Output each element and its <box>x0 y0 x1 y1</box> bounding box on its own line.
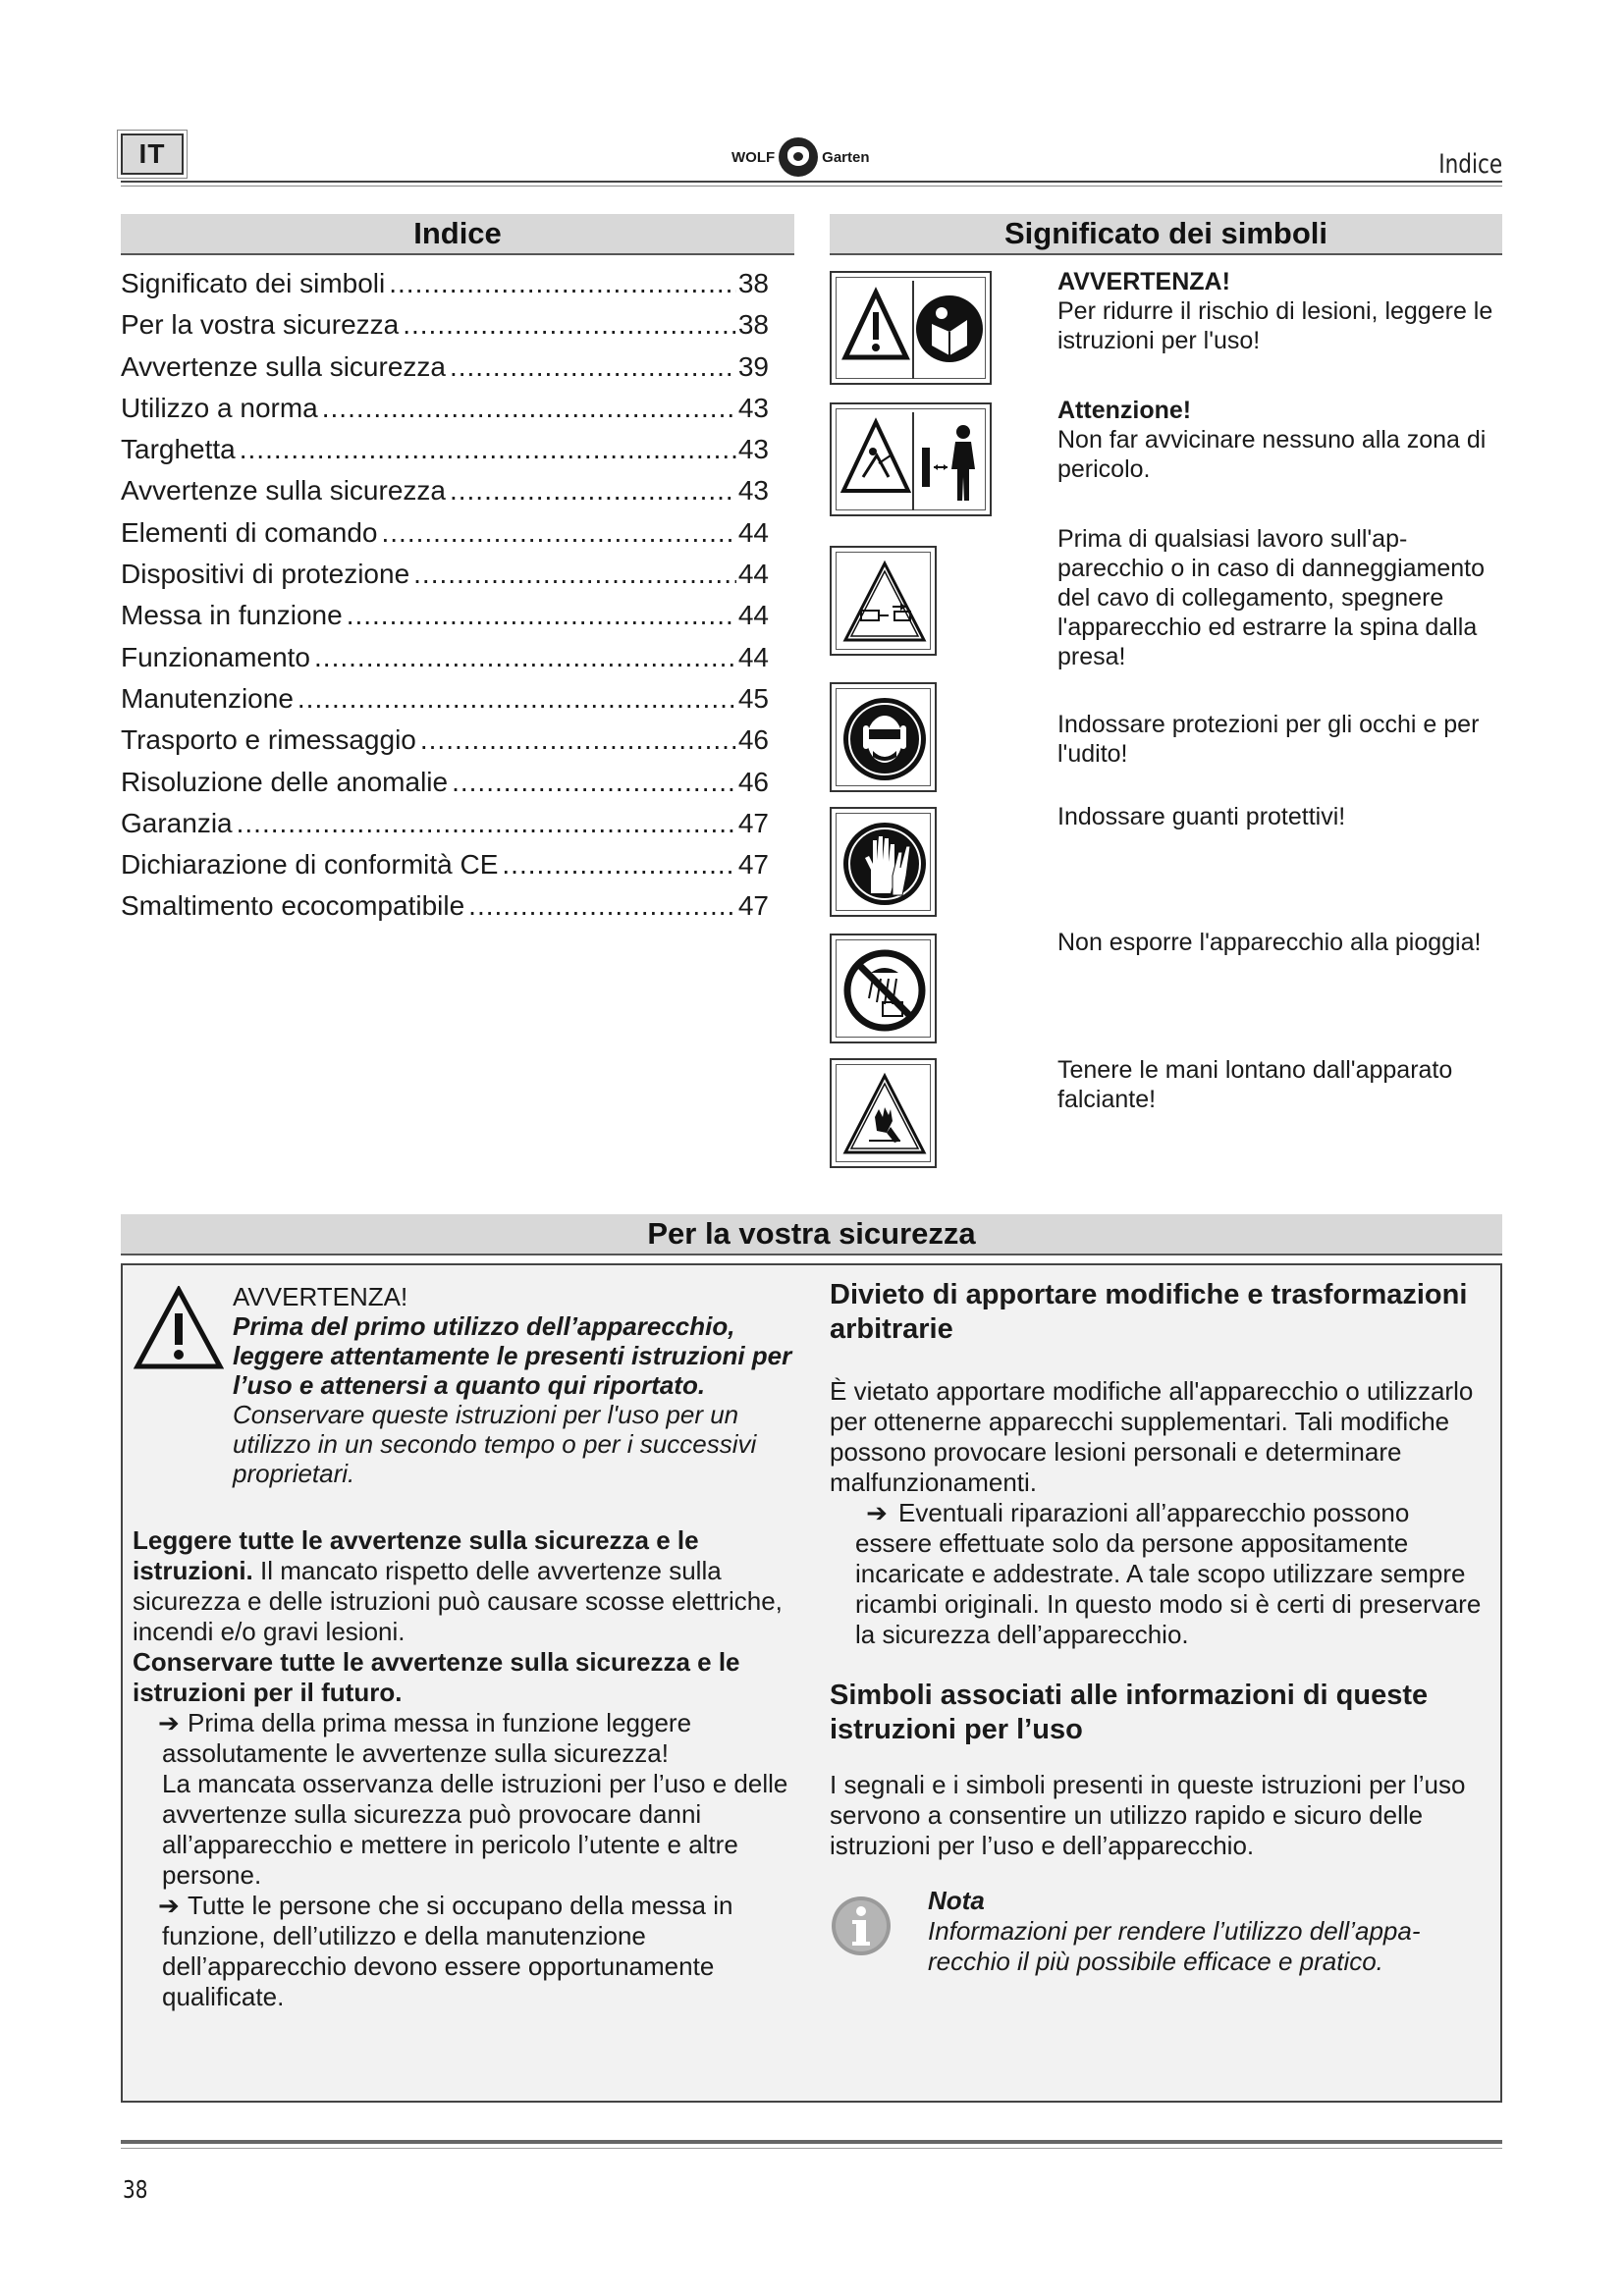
toc-entry-label: Smaltimento ecocompatibile <box>121 890 465 922</box>
read-instructions-block <box>133 1525 795 2012</box>
toc-entry-label: Messa in funzione <box>121 600 343 631</box>
toc-entry <box>121 595 769 636</box>
table-of-contents <box>121 263 769 928</box>
bullet-2: ➔ Tutte le persone che si occupano della messa in funzione, dell’utilizzo e della manutenzione dell’apparecchio devono essere opportunamente qualificate. <box>158 1891 733 2011</box>
arrow-icon: ➔ <box>158 1708 180 1737</box>
symbol-unplug <box>830 546 937 656</box>
toc-entry-label: Trasporto e rimessaggio <box>121 724 416 756</box>
symbol-5-text: Indossare guanti protettivi! <box>1057 803 1346 830</box>
warning-bold-text: Prima del primo utilizzo dell’apparecchio, leggere attentamente le presenti istruzioni per l’uso e attenersi a quanto qui riportato. <box>233 1311 792 1400</box>
toc-entry-page: 46 <box>737 724 769 756</box>
symbol-6-text: Non esporre l'apparecchio alla pioggia! <box>1057 929 1482 956</box>
toc-leader-dots <box>450 470 736 511</box>
toc-entry-page: 44 <box>737 516 769 548</box>
toc-entry <box>121 263 769 304</box>
symbol-1-heading: AVVERTENZA! <box>1057 268 1230 295</box>
toc-entry-label: Dispositivi di protezione <box>121 559 410 590</box>
toc-entry <box>121 512 769 554</box>
unplug-icon <box>839 556 930 649</box>
toc-entry-label: Risoluzione delle anomalie <box>121 766 449 797</box>
toc-leader-dots <box>468 885 736 927</box>
warning-heading: AVVERTENZA! <box>233 1282 408 1311</box>
toc-entry-page: 39 <box>737 350 769 382</box>
toc-entry <box>121 720 769 761</box>
toc-entry-page: 44 <box>737 600 769 631</box>
toc-leader-dots <box>381 512 735 554</box>
toc-entry-label: Dichiarazione di conformità CE <box>121 849 499 881</box>
page-number: 38 <box>123 2175 148 2204</box>
toc-leader-dots <box>413 554 736 595</box>
toc-entry <box>121 678 769 720</box>
header-rule-thin <box>121 186 1502 187</box>
toc-entry-label: Avvertenze sulla sicurezza <box>121 475 446 507</box>
toc-leader-dots <box>389 263 736 304</box>
toc-entry-page: 43 <box>737 392 769 423</box>
toc-entry-label: Manutenzione <box>121 682 294 714</box>
symbol-no-rain <box>830 934 937 1043</box>
arrow-icon: ➔ <box>158 1891 180 1920</box>
read-text: Il mancato rispetto delle avvertenze sulla sicurezza e delle istruzioni può causare scosse elettriche, incendi e/o gravi lesioni. <box>133 1556 783 1646</box>
symbol-2-text: Non far avvicinare nessuno alla zona di pericolo. <box>1057 426 1487 483</box>
symbol-2-description <box>1057 396 1504 484</box>
toc-leader-dots <box>322 388 736 429</box>
toc-entry-label: Funzionamento <box>121 641 311 672</box>
toc-entry <box>121 762 769 803</box>
read-bold: Leggere tutte le avvertenze sulla sicurezza e le istruzioni. <box>133 1525 699 1585</box>
footer-rule <box>121 2140 1502 2144</box>
toc-entry-label: Targhetta <box>121 434 236 465</box>
symbol-warning-read-manual <box>830 271 992 385</box>
toc-entry <box>121 554 769 595</box>
warning-block <box>233 1282 802 1488</box>
toc-leader-dots <box>314 637 736 678</box>
toc-entry-label: Per la vostra sicurezza <box>121 309 400 341</box>
symbols-heading: Significato dei simboli <box>830 214 1502 255</box>
symbols-info-text: I segnali e i simboli presenti in queste istruzioni per l’uso servono a consentire un utilizzo rapido e sicuro delle istruzioni per l’uso e dell’apparecchio. <box>830 1770 1466 1860</box>
bullet-1-continued: La mancata osservanza delle istruzioni per l’uso e delle avvertenze sulla sicurezza può provocare danni all’apparecchio e mettere in pericolo l’utente e altre persone. <box>162 1769 788 1890</box>
toc-entry-page: 45 <box>737 682 769 714</box>
brand-logo <box>731 133 870 181</box>
symbol-7-text: Tenere le mani lontano dall'apparato falciante! <box>1057 1056 1453 1113</box>
symbol-4-text: Indossare protezioni per gli occhi e per l'udito! <box>1057 711 1480 768</box>
toc-entry-label: Significato dei simboli <box>121 268 386 298</box>
symbol-danger-zone <box>830 402 992 516</box>
running-header: Indice <box>1438 149 1502 180</box>
symbol-2-heading: Attenzione! <box>1057 397 1192 424</box>
toc-entry <box>121 803 769 844</box>
arrow-icon: ➔ <box>866 1498 888 1527</box>
toc-entry <box>121 637 769 678</box>
thrown-objects-keep-distance-icon <box>839 412 987 510</box>
gloves-icon <box>839 817 930 910</box>
toc-entry <box>121 304 769 346</box>
symbol-1-text: Per ridurre il rischio di lesioni, leggere le istruzioni per l'uso! <box>1057 297 1493 354</box>
note-text: Informazioni per rendere l’utilizzo dell’apparecchio il più possibile efficace e pratico. <box>928 1916 1421 1976</box>
warning-read-manual-icon <box>839 281 987 379</box>
toc-leader-dots <box>450 347 736 388</box>
toc-entry-page: 47 <box>737 807 769 838</box>
toc-leader-dots <box>452 762 736 803</box>
modification-text: È vietato apportare modifiche all'apparecchio o utilizzarlo per ottenerne apparecchi supplementari. Tali modifiche possono provocare lesioni personali e determinare malfunzionamenti. <box>830 1376 1474 1497</box>
toc-entry <box>121 429 769 470</box>
header-rule <box>121 181 1502 183</box>
logo-text-left: WOLF <box>731 148 776 166</box>
toc-entry-page: 46 <box>737 766 769 797</box>
toc-entry-page: 47 <box>737 849 769 881</box>
symbols-info-heading: Simboli associati alle informazioni di queste istruzioni per l’uso <box>830 1680 1429 1745</box>
toc-heading: Indice <box>121 214 794 255</box>
toc-entry-page: 47 <box>737 890 769 922</box>
toc-entry-label: Utilizzo a norma <box>121 392 318 423</box>
footer-rule-thin <box>121 2148 1502 2149</box>
warning-triangle-icon <box>134 1286 224 1370</box>
toc-entry-page: 43 <box>737 475 769 507</box>
toc-entry-label: Avvertenze sulla sicurezza <box>121 350 446 382</box>
wolf-logo-icon <box>779 137 818 177</box>
toc-leader-dots <box>237 803 736 844</box>
toc-entry-page: 44 <box>737 559 769 590</box>
modification-heading: Divieto di apportare modifiche e trasformazioni arbitrarie <box>830 1279 1468 1345</box>
warning-text: Conservare queste istruzioni per l'uso per un utilizzo in un secondo tempo o per i successivi proprietari. <box>233 1400 757 1488</box>
safety-heading: Per la vostra sicurezza <box>121 1214 1502 1255</box>
symbol-3-text: Prima di qualsiasi lavoro sull'apparecchio o in caso di danneggiamento del cavo di collegamento, spegnere l'apparecchio ed estrarre la spina dalla presa! <box>1057 525 1486 670</box>
toc-entry-label: Elementi di comando <box>121 516 378 548</box>
note-heading: Nota <box>928 1886 985 1915</box>
toc-entry <box>121 844 769 885</box>
toc-leader-dots <box>298 678 736 720</box>
toc-entry <box>121 885 769 927</box>
toc-leader-dots <box>420 720 736 761</box>
bullet-1: ➔ Prima della prima messa in funzione leggere assolutamente le avvertenze sulla sicurezza! <box>158 1708 692 1768</box>
toc-entry-page: 38 <box>737 309 769 341</box>
toc-entry-page: 43 <box>737 434 769 465</box>
toc-entry-page: 38 <box>737 268 769 298</box>
note-block <box>928 1886 1488 1977</box>
symbol-eye-ear-protection <box>830 682 937 792</box>
info-icon <box>830 1895 893 1957</box>
toc-entry <box>121 388 769 429</box>
symbol-hand-blade <box>830 1058 937 1168</box>
modification-bullet: ➔ Eventuali riparazioni all’apparecchio possono essere effettuate solo da persone appositamente incaricate e addestrate. A tale scopo utilizzare sempre ricambi originali. In questo modo si è certi di preservare la sicurezza dell’apparecchio. <box>855 1498 1482 1649</box>
toc-leader-dots <box>347 595 736 636</box>
language-badge: IT <box>121 133 184 175</box>
toc-entry-page: 44 <box>737 641 769 672</box>
eye-ear-protection-icon <box>839 692 930 785</box>
logo-text-right: Garten <box>822 148 870 166</box>
modification-block <box>830 1376 1488 1650</box>
toc-leader-dots <box>403 304 736 346</box>
toc-entry <box>121 470 769 511</box>
symbol-1-description <box>1057 267 1504 355</box>
hand-blade-icon <box>839 1068 930 1161</box>
toc-entry <box>121 347 769 388</box>
no-rain-icon <box>839 943 930 1037</box>
toc-entry-label: Garanzia <box>121 807 233 838</box>
symbol-gloves <box>830 807 937 917</box>
toc-leader-dots <box>502 844 735 885</box>
keep-instructions: Conservare tutte le avvertenze sulla sicurezza e le istruzioni per il futuro. <box>133 1647 740 1707</box>
toc-leader-dots <box>240 429 736 470</box>
